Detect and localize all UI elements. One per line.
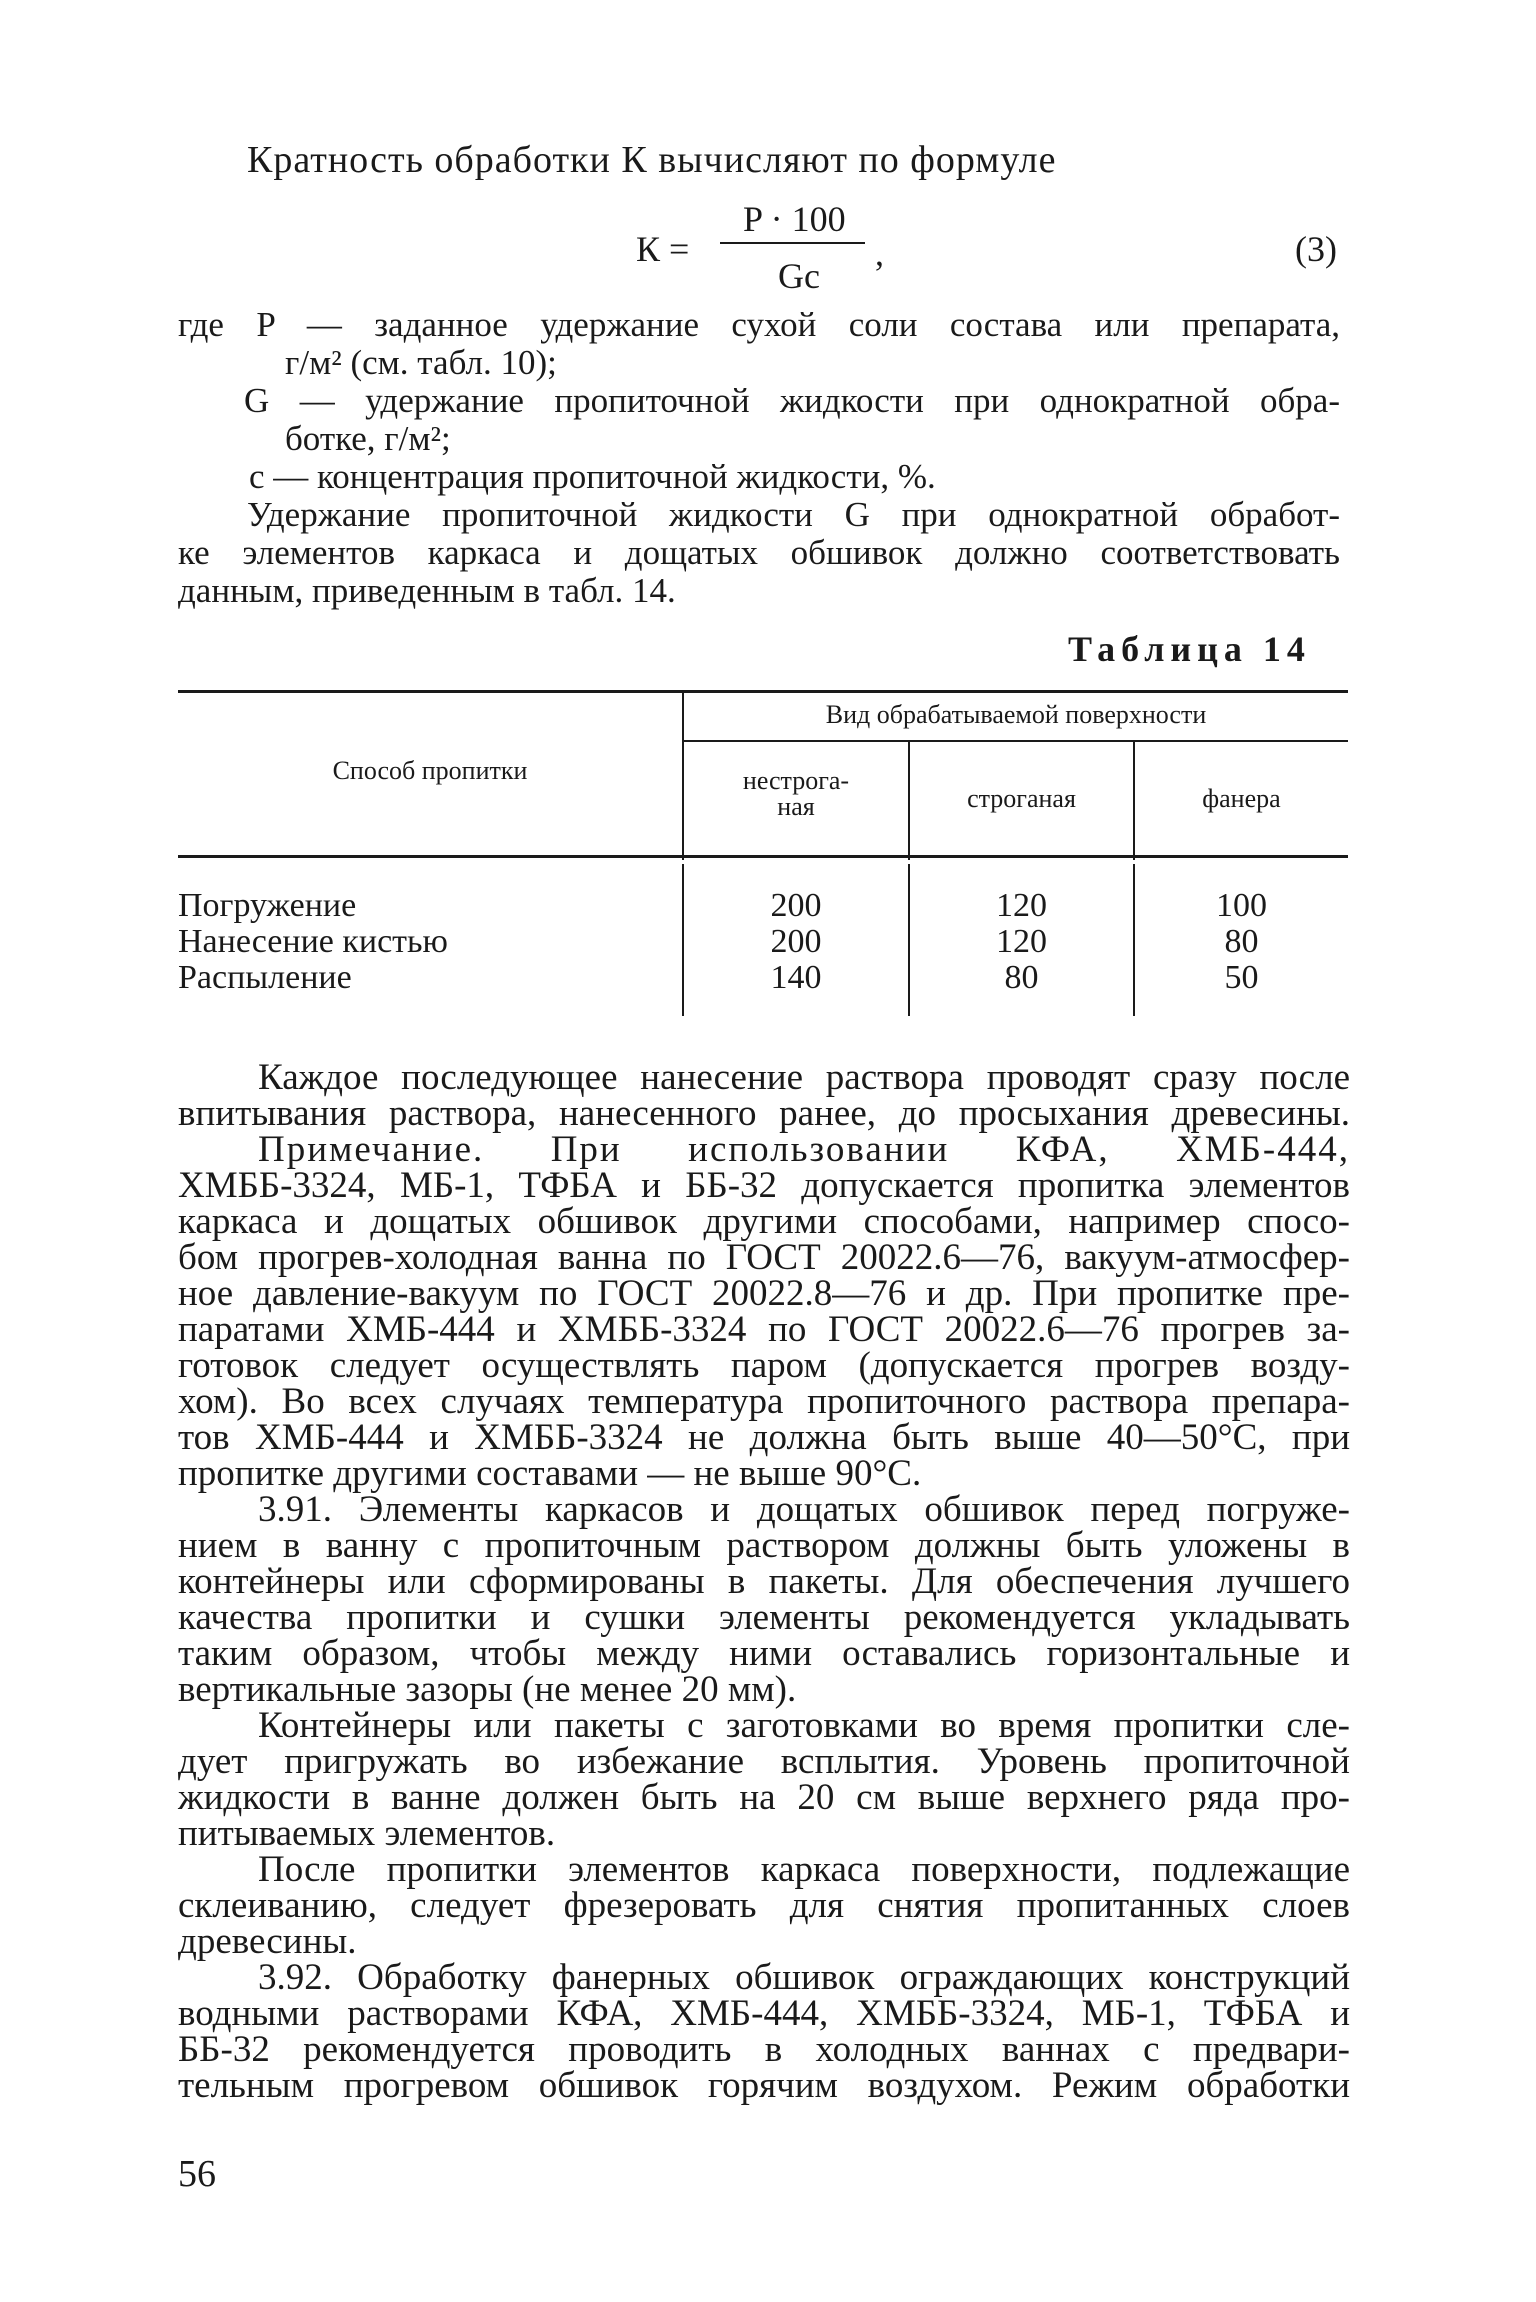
col-unplaned-header-2: ная xyxy=(777,792,815,821)
def-c-line: c — концентрация пропиточной жидкости, %. xyxy=(249,457,936,496)
col-plywood-header: фанера xyxy=(1202,784,1281,813)
col-unplaned-header-1: нестрога- xyxy=(742,766,850,795)
table-row-3-v2: 80 xyxy=(1004,959,1039,996)
body-line: готовок следует осуществлять паром (допускается прогрев возду- xyxy=(178,1345,1350,1386)
table-top-rule xyxy=(178,690,1348,693)
body-line: ББ-32 рекомендуется проводить в холодных ваннах с предвари- xyxy=(178,2029,1350,2070)
formula-numerator: P · 100 xyxy=(743,199,846,239)
retention-line-2: ке элементов каркаса и дощатых обшивок должно соответствовать xyxy=(178,533,1340,572)
table-row-1-v3: 100 xyxy=(1216,887,1267,924)
formula-denominator: Gc xyxy=(778,256,820,296)
table-row-3-v1: 140 xyxy=(770,959,822,996)
table-header-rule xyxy=(178,855,1348,858)
col-planed-header: строганая xyxy=(967,784,1076,813)
table-row-1-v1: 200 xyxy=(770,887,822,924)
body-line: Контейнеры или пакеты с заготовками во время пропитки сле- xyxy=(258,1705,1350,1746)
body-line: таким образом, чтобы между ними оставались горизонтальные и xyxy=(178,1633,1350,1674)
table-title: Таблица 14 xyxy=(1068,629,1311,669)
table-row-3-v3: 50 xyxy=(1224,959,1259,996)
retention-line-3: данным, приведенным в табл. 14. xyxy=(178,571,676,610)
def-p-line1: где P — заданное удержание сухой соли состава или препарата, xyxy=(178,305,1340,344)
body-line: пропитке другими составами — не выше 90°С. xyxy=(178,1453,922,1494)
table-row-1-v2: 120 xyxy=(996,887,1047,924)
body-line: вертикальные зазоры (не менее 20 мм). xyxy=(178,1669,797,1710)
body-line: нием в ванну с пропиточным раствором должны быть уложены в xyxy=(178,1525,1350,1566)
intro-line: Кратность обработки К вычисляют по формуле xyxy=(247,139,1057,181)
def-g-line2: ботке, г/м²; xyxy=(285,419,451,458)
formula-lhs: К = xyxy=(636,229,690,269)
page-number: 56 xyxy=(178,2153,216,2195)
body-line: тельным прогревом обшивок горячим воздухом. Режим обработки xyxy=(178,2065,1350,2106)
body-line: контейнеры или сформированы в пакеты. Для обеспечения лучшего xyxy=(178,1561,1350,1602)
body-line: 3.92. Обработку фанерных обшивок ограждающих конструкций xyxy=(258,1957,1350,1998)
equation-number: (3) xyxy=(1295,229,1337,269)
table-row-2-v3: 80 xyxy=(1224,923,1259,960)
body-line: жидкости в ванне должен быть на 20 см выше верхнего ряда про- xyxy=(178,1777,1350,1818)
fraction-bar xyxy=(720,242,865,244)
body-line: После пропитки элементов каркаса поверхности, подлежащие xyxy=(258,1849,1350,1890)
body-line: ное давление-вакуум по ГОСТ 20022.8—76 и др. При пропитке пре- xyxy=(178,1273,1350,1314)
table-group-rule xyxy=(682,740,1348,742)
body-line: бом прогрев-холодная ванна по ГОСТ 20022.6—76, вакуум-атмосфер- xyxy=(178,1237,1350,1278)
body-line: склеиванию, следует фрезеровать для снятия пропитанных слоев xyxy=(178,1885,1350,1926)
table-row-2-method: Нанесение кистью xyxy=(178,923,448,960)
table-row-3-method: Распыление xyxy=(178,959,352,996)
body-line: тов ХМБ-444 и ХМББ-3324 не должна быть выше 40—50°С, при xyxy=(178,1417,1350,1458)
body-line: каркаса и дощатых обшивок другими способами, например спосо- xyxy=(178,1201,1350,1242)
formula-comma: , xyxy=(875,233,884,273)
body-line: паратами ХМБ-444 и ХМББ-3324 по ГОСТ 20022.6—76 прогрев за- xyxy=(178,1309,1350,1350)
body-line: дует пригружать во избежание всплытия. Уровень пропиточной xyxy=(178,1741,1350,1782)
body-line: Каждое последующее нанесение раствора проводят сразу после xyxy=(258,1057,1350,1098)
body-line: Примечание. При использовании КФА, ХМБ-444, xyxy=(258,1129,1350,1170)
body-line: качества пропитки и сушки элементы рекомендуется укладывать xyxy=(178,1597,1350,1638)
surface-group-header: Вид обрабатываемой поверхности xyxy=(825,700,1207,729)
table-row-1-method: Погружение xyxy=(178,887,357,924)
table-row-2-v1: 200 xyxy=(770,923,822,960)
method-header: Способ пропитки xyxy=(332,756,528,785)
table-row-2-v2: 120 xyxy=(996,923,1047,960)
body-line: древесины. xyxy=(178,1921,357,1962)
body-line: 3.91. Элементы каркасов и дощатых обшивок перед погруже- xyxy=(258,1489,1350,1530)
def-p-line2: г/м² (см. табл. 10); xyxy=(285,343,557,382)
def-g-line1: G — удержание пропиточной жидкости при однократной обра- xyxy=(244,381,1340,420)
body-line: впитывания раствора, нанесенного ранее, до просыхания древесины. xyxy=(178,1093,1350,1134)
body-line: питываемых элементов. xyxy=(178,1813,556,1854)
retention-line-1: Удержание пропиточной жидкости G при однократной обработ- xyxy=(247,495,1340,534)
body-line: ХМББ-3324, МБ-1, ТФБА и ББ-32 допускается пропитка элементов xyxy=(178,1165,1350,1206)
body-line: хом). Во всех случаях температура пропиточного раствора препара- xyxy=(178,1381,1350,1422)
body-line: водными растворами КФА, ХМБ-444, ХМББ-3324, МБ-1, ТФБА и xyxy=(178,1993,1350,2034)
